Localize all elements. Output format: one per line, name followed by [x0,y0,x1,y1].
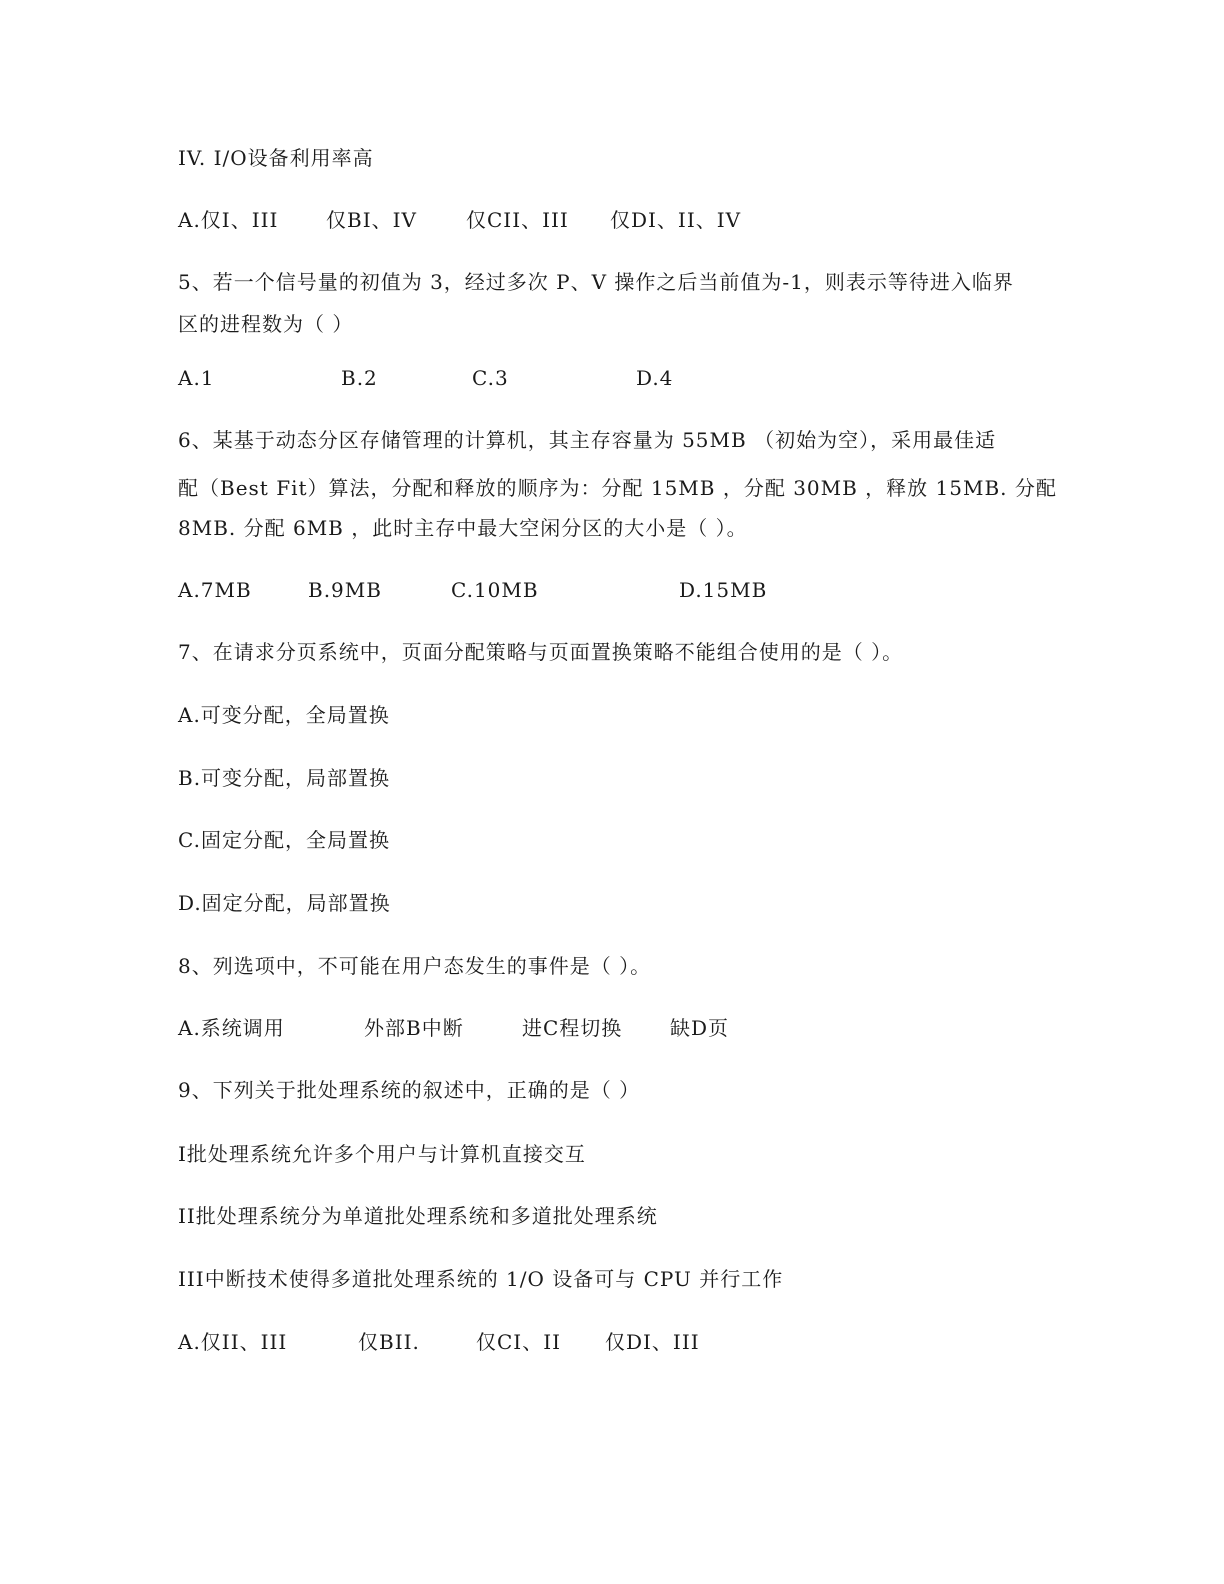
q8-option-d: 缺D页 [670,1016,730,1040]
q9-option-a: A.仅II、III [178,1330,288,1354]
q9-stem: 9、下列关于批处理系统的叙述中，正确的是（ ） [178,1078,641,1102]
q7-option-a: A.可变分配，全局置换 [178,703,390,727]
q5-option-c: C.3 [472,366,509,390]
q5-option-d: D.4 [636,366,674,390]
q9-item-i: I批处理系统允许多个用户与计算机直接交互 [178,1142,586,1166]
q7-option-c: C.固定分配，全局置换 [178,828,390,852]
q6-stem-line2: 配（Best Fit）算法，分配和释放的顺序为：分配 15MB ，分配 30MB ，释放 15MB. 分配 [178,476,1057,500]
q4-option-d: 仅DI、II、IV [610,208,742,232]
q4-option-c: 仅CII、III [466,208,569,232]
q6-option-a: A.7MB [178,578,252,602]
q6-option-b: B.9MB [308,578,382,602]
q9-option-b: 仅BII. [358,1330,420,1354]
q9-item-iii: III中断技术使得多道批处理系统的 1/O 设备可与 CPU 并行工作 [178,1267,784,1291]
q6-option-d: D.15MB [679,578,768,602]
q6-stem-line1: 6、某基于动态分区存储管理的计算机，其主存容量为 55MB （初始为空），采用最佳适 [178,428,997,452]
q8-option-b: 外部B中断 [364,1016,464,1040]
q9-option-c: 仅CI、II [476,1330,562,1354]
q7-option-b: B.可变分配，局部置换 [178,766,391,790]
q7-stem: 7、在请求分页系统中，页面分配策略与页面置换策略不能组合使用的是（ ）。 [178,640,904,664]
q9-item-ii: II批处理系统分为单道批处理系统和多道批处理系统 [178,1204,658,1228]
q8-stem: 8、列选项中，不可能在用户态发生的事件是（ ）。 [178,954,652,978]
q8-option-a: A.系统调用 [178,1016,285,1040]
q5-stem-line2: 区的进程数为（ ） [178,312,354,336]
q7-option-d: D.固定分配，局部置换 [178,891,391,915]
q6-option-c: C.10MB [451,578,539,602]
q4-option-a: A.仅I、III [178,208,279,232]
q9-option-d: 仅DI、III [605,1330,700,1354]
q5-option-b: B.2 [341,366,378,390]
q4-item-iv: IV. I/O设备利用率高 [178,146,374,170]
q6-stem-line3: 8MB. 分配 6MB ，此时主存中最大空闲分区的大小是（ ）。 [178,516,748,540]
q8-option-c: 进C程切换 [522,1016,623,1040]
q5-option-a: A.1 [178,366,215,390]
q4-option-b: 仅BI、IV [326,208,417,232]
q5-stem-line1: 5、若一个信号量的初值为 3，经过多次 P、V 操作之后当前值为-1，则表示等待进入临界 [178,270,1014,294]
